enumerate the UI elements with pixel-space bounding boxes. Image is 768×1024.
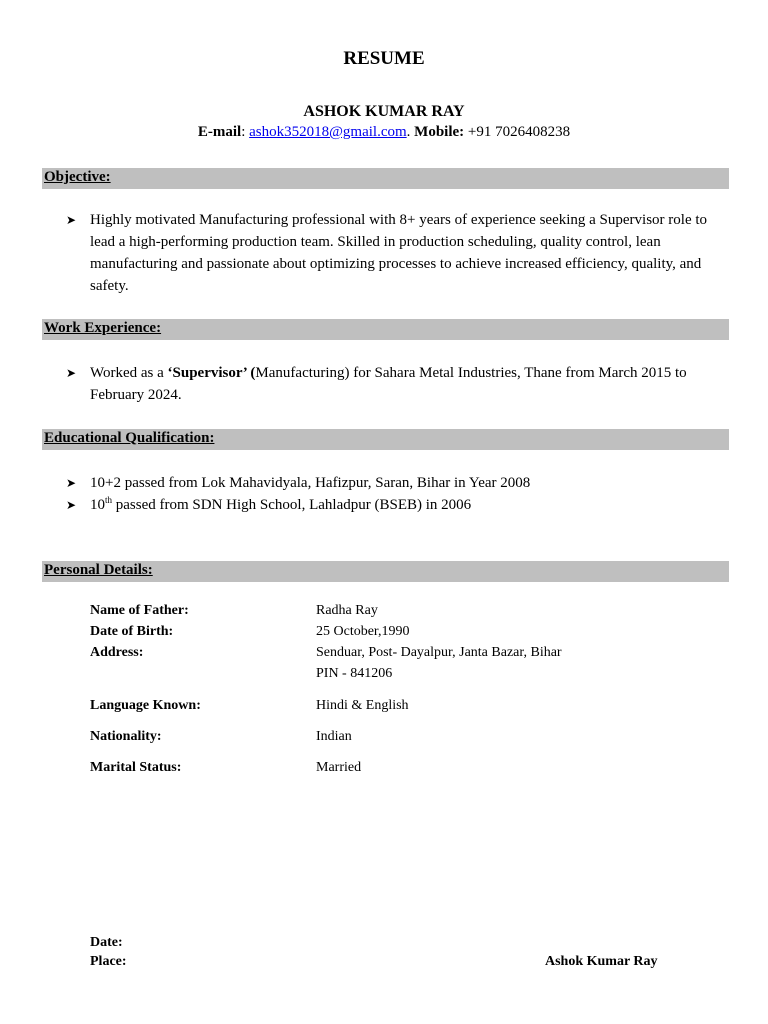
personal-section-header xyxy=(42,561,729,582)
place-label: Place: xyxy=(90,954,127,969)
mobile-number: +91 7026408238 xyxy=(467,124,571,140)
education-text-1: 10+2 passed from Lok Mahavidyala, Hafizpur, Saran, Bihar in Year 2008 xyxy=(90,475,531,491)
nationality-value: Indian xyxy=(316,729,352,744)
objective-heading: Objective: xyxy=(44,169,111,185)
dob-value: 25 October,1990 xyxy=(316,624,410,639)
education-item xyxy=(66,494,728,516)
contact-line: E-mail: ashok352018@gmail.com. Mobile: +91 7026408238 xyxy=(197,124,571,140)
education-10-num: 10 xyxy=(90,497,105,513)
work-prefix: Worked as a xyxy=(90,365,164,381)
language-label: Language Known: xyxy=(90,698,201,713)
education-item xyxy=(66,472,728,494)
father-value: Radha Ray xyxy=(316,603,378,618)
candidate-name: ASHOK KUMAR RAY xyxy=(303,103,465,120)
signature-name: Ashok Kumar Ray xyxy=(545,954,658,969)
dob-label: Date of Birth: xyxy=(90,624,174,639)
education-heading: Educational Qualification: xyxy=(44,430,215,446)
work-details: Manufacturing) for Sahara Metal Industries, Thane from March 2015 to February 2024. xyxy=(90,365,687,403)
objective-text: Highly motivated Manufacturing professional with 8+ years of experience seeking a Supervisor role to lead a high-performing production team. Skilled in production scheduling, quality control, lean manufacturing and passionate about optimizing processes to achieve increased efficiency, quality, and safety. xyxy=(90,212,708,294)
resume-title: RESUME xyxy=(343,48,425,69)
work-item xyxy=(66,362,728,406)
nationality-label: Nationality: xyxy=(90,729,162,744)
education-text-2: passed from SDN High School, Lahladpur (BSEB) in 2006 xyxy=(112,497,472,513)
objective-section-header xyxy=(42,168,729,189)
arrow-bullet-icon: ➤ xyxy=(66,366,77,380)
language-value: Hindi & English xyxy=(316,698,409,713)
marital-label: Marital Status: xyxy=(90,760,182,775)
marital-value: Married xyxy=(316,760,362,775)
arrow-bullet-icon: ➤ xyxy=(66,476,77,490)
work-role: ‘Supervisor’ ( xyxy=(167,365,256,381)
email-link[interactable]: ashok352018@gmail.com xyxy=(249,124,407,140)
personal-heading: Personal Details: xyxy=(44,562,153,578)
education-10-sup: th xyxy=(105,495,113,505)
mobile-label: Mobile: xyxy=(414,124,465,140)
education-section-header xyxy=(42,429,729,450)
address-label: Address: xyxy=(90,645,144,660)
date-label: Date: xyxy=(90,935,123,950)
work-section-header xyxy=(42,319,729,340)
email-label: E-mail xyxy=(197,124,242,140)
work-heading: Work Experience: xyxy=(44,320,162,336)
objective-item xyxy=(66,209,728,297)
arrow-bullet-icon: ➤ xyxy=(66,498,77,512)
father-label: Name of Father: xyxy=(90,603,189,618)
address-line-1: Senduar, Post- Dayalpur, Janta Bazar, Bihar xyxy=(316,645,562,660)
arrow-bullet-icon: ➤ xyxy=(66,213,77,227)
address-line-2: PIN - 841206 xyxy=(316,666,393,681)
